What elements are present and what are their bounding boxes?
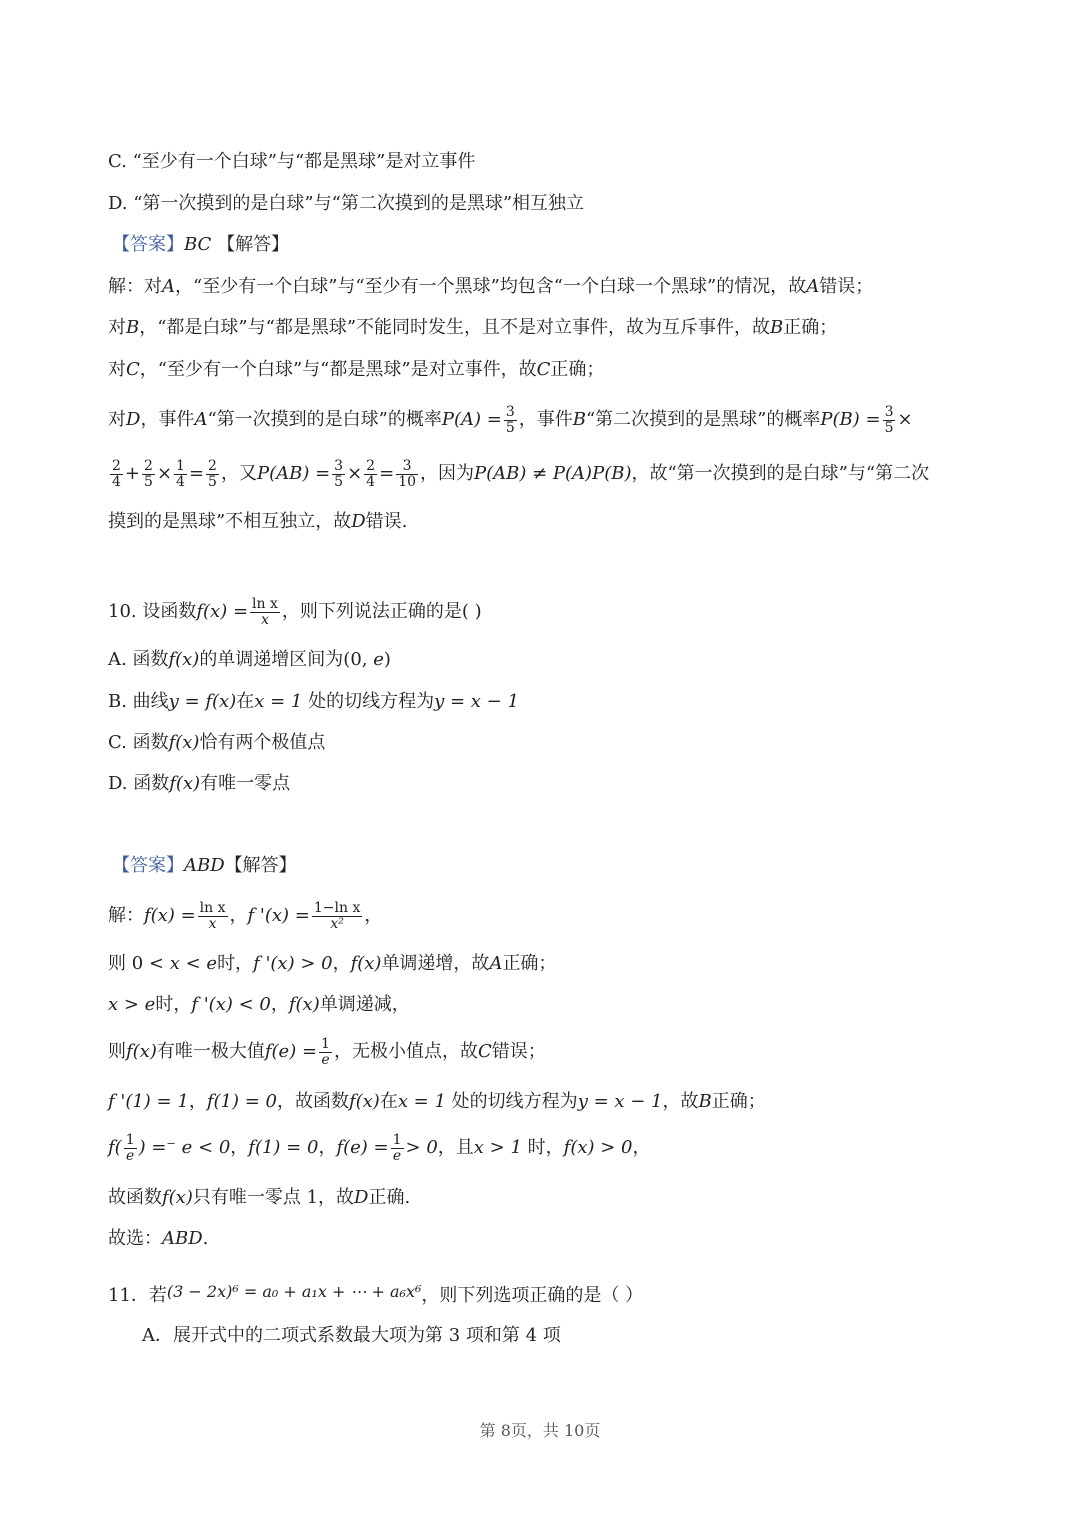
text: ，“至少有一个白球”与“至少有一个黑球”均包含“一个白球一个黑球”的情况，故 (175, 276, 807, 297)
answer-label: 【答案】 (112, 855, 184, 876)
text: ， (632, 1137, 651, 1158)
denominator: x (208, 915, 217, 932)
numerator: 3 (884, 403, 894, 420)
question11-option-a (142, 1322, 561, 1350)
answer9-line4 (108, 400, 913, 440)
answer10-line3 (108, 991, 410, 1019)
fraction (250, 597, 280, 628)
answer9-line5 (108, 454, 929, 494)
text: 正确； (502, 953, 557, 974)
fraction (174, 459, 187, 490)
text: 正确； (783, 317, 838, 338)
math: P(B) = (820, 409, 881, 430)
text: 时， (155, 994, 192, 1015)
var: D (351, 511, 366, 532)
text: B. 曲线 (108, 691, 169, 712)
math: f(1) = 0 (206, 1091, 277, 1112)
text: 时， (521, 1137, 564, 1158)
var: C (477, 1041, 492, 1062)
operator: = (379, 463, 395, 484)
answer10-line5 (108, 1088, 766, 1116)
numerator: 2 (144, 457, 153, 474)
jieda-label: 【解答】 (224, 855, 297, 876)
denominator: e (321, 1051, 330, 1068)
text: ，无极小值点，故 (333, 1041, 478, 1062)
math: f(x) (168, 732, 200, 753)
math: y = x − 1 (434, 691, 519, 712)
text: 有唯一零点 (200, 773, 291, 794)
fraction (332, 459, 345, 490)
var: A (162, 276, 175, 297)
text: 对 (108, 317, 126, 338)
text: 正确； (711, 1091, 766, 1112)
math: f '(x) < 0 (191, 994, 271, 1015)
denominator: 5 (884, 419, 894, 436)
math: f(1) = 0 (248, 1137, 319, 1158)
var: C (536, 359, 551, 380)
math: P(A) = (441, 409, 502, 430)
text: A．展开式中的二项式系数最大项为第 3 项和第 4 项 (142, 1325, 561, 1346)
operator: × (156, 463, 173, 484)
var: A (806, 276, 820, 297)
denominator: 4 (366, 473, 376, 490)
question10-option-d (108, 770, 290, 798)
math: f( (108, 1137, 122, 1158)
numerator: 1 (176, 457, 185, 474)
math: f(x) (288, 994, 320, 1015)
denominator: 10 (398, 473, 417, 490)
numerator: 1−ln x (313, 899, 361, 916)
var: A (489, 953, 503, 974)
option-text: D. “第一次摸到的是白球”与“第二次摸到的是黑球”相互独立 (108, 193, 585, 214)
math: f(x) (350, 953, 382, 974)
var: D (126, 409, 141, 430)
fraction (110, 459, 123, 490)
page-number: 第 8页，共 10页 (479, 1421, 601, 1440)
math: f(x) (348, 1091, 380, 1112)
text: D. 函数 (108, 773, 170, 794)
numerator: 2 (112, 457, 121, 474)
math: x > 1 (473, 1137, 522, 1158)
text: ，则下列选项正确的是（ ） (421, 1285, 644, 1306)
answer10-line2 (108, 950, 556, 978)
math: f(e) = (336, 1137, 389, 1158)
answer9-line3 (108, 356, 604, 384)
text: 错误； (819, 276, 874, 297)
text: ，则下列说法正确的是( ) (281, 601, 482, 622)
answer10-line6 (108, 1128, 651, 1168)
text: 的单调递增区间为(0, (199, 649, 374, 670)
math: f(x) = (144, 905, 196, 926)
denominator: e (392, 1147, 402, 1164)
math: y = x − 1 (577, 1091, 663, 1112)
question10-option-b (108, 688, 519, 716)
math: > 0 (405, 1137, 438, 1158)
numerator: 3 (396, 459, 418, 475)
text: ， (332, 953, 351, 974)
text: A. 函数 (108, 649, 169, 670)
text: . (202, 1228, 209, 1249)
fraction (198, 901, 228, 932)
text: ，且 (437, 1137, 474, 1158)
option-text: C. “至少有一个白球”与“都是黑球”是对立事件 (108, 151, 476, 172)
text: 11．若 (108, 1285, 167, 1306)
question10-option-c (108, 729, 325, 757)
text: 只有唯一零点 1，故 (192, 1187, 355, 1208)
math: f '(x) > 0 (253, 953, 333, 974)
numerator: ln x (252, 595, 278, 612)
denominator: 5 (208, 473, 217, 490)
var: A (194, 409, 208, 430)
fraction (206, 459, 219, 490)
text: 则 (108, 1041, 126, 1062)
text: ， (188, 1091, 207, 1112)
fraction (883, 405, 896, 436)
text: ，故函数 (276, 1091, 349, 1112)
text: 在 (236, 691, 255, 712)
math: f(x) (169, 773, 201, 794)
var: B (698, 1091, 712, 1112)
var: C (126, 359, 140, 380)
numerator: 2 (208, 457, 217, 474)
text: 解： (108, 905, 144, 926)
operator: × (347, 463, 363, 484)
answer10-line4 (108, 1032, 546, 1072)
math: f(x) (126, 1041, 157, 1062)
math: y = f(x) (168, 691, 237, 712)
answer10-header (112, 852, 297, 880)
denominator: 4 (176, 473, 185, 490)
fraction (396, 459, 418, 490)
fraction (364, 459, 377, 490)
answer-value: BC (184, 234, 212, 255)
denominator: 5 (334, 473, 344, 490)
text: ， (318, 1137, 337, 1158)
text: “第一次摸到的是白球”的概率 (207, 409, 442, 430)
math: P(AB) = (256, 463, 331, 484)
math: f(x) (168, 649, 200, 670)
math: f(x) (162, 1187, 193, 1208)
question10-stem (108, 592, 482, 632)
answer-value: ABD (184, 855, 225, 876)
answer9-line6 (108, 508, 407, 536)
answer9-header (112, 231, 289, 259)
var: B (770, 317, 784, 338)
denominator: 5 (144, 473, 153, 490)
text: 对 (108, 409, 126, 430)
operator: × (897, 409, 913, 430)
text: 对 (108, 359, 126, 380)
option-d-prev (108, 190, 584, 218)
numerator: 1 (321, 1035, 330, 1052)
text: ， (229, 905, 248, 926)
fraction (319, 1037, 332, 1068)
answer9-line1 (108, 273, 873, 301)
var: B (126, 317, 140, 338)
denominator: x² (330, 915, 344, 932)
text: 时， (217, 953, 254, 974)
text: ， (270, 994, 289, 1015)
text: 处的切线方程为 (302, 691, 435, 712)
question10-option-a (108, 646, 391, 674)
math: ) =⁻ e < 0 (138, 1137, 231, 1158)
fraction (391, 1133, 404, 1164)
text: 则 0 < (108, 953, 164, 974)
math: e (373, 649, 384, 670)
text: ，“都是白球”与“都是黑球”不能同时发生，且不是对立事件，故为互斥事件，故 (139, 317, 771, 338)
option-c-prev (108, 148, 475, 176)
text: 错误. (365, 511, 408, 532)
answer10-line1 (108, 896, 382, 936)
text: 10. 设函数 (108, 601, 197, 622)
math: (3 − 2x)⁶ = a₀ + a₁x + ⋯ + a₆x⁶ (166, 1282, 422, 1301)
math: x > e (108, 994, 156, 1015)
math: f '(x) = (247, 905, 310, 926)
math: f(x) = (196, 601, 249, 622)
question11-stem (108, 1276, 643, 1308)
denominator: 5 (505, 419, 515, 436)
text: 故选： (108, 1228, 162, 1249)
fraction (124, 1133, 137, 1164)
denominator: 4 (112, 473, 121, 490)
text: 错误； (491, 1041, 546, 1062)
numerator: ln x (199, 899, 226, 916)
text: 恰有两个极值点 (199, 732, 326, 753)
text: 在 (379, 1091, 398, 1112)
answer10-line7 (108, 1184, 410, 1212)
denominator: x (261, 611, 269, 628)
var: B (572, 409, 586, 430)
fraction (142, 459, 155, 490)
jieda-label: 【解答】 (217, 234, 290, 255)
numerator: 3 (334, 457, 344, 474)
operator: = (188, 463, 205, 484)
text: ，事件 (140, 409, 195, 430)
text: 单调递减， (319, 994, 410, 1015)
text: C. 函数 (108, 732, 169, 753)
text: ，因为 (420, 463, 475, 484)
math: x = 1 (254, 691, 303, 712)
text: 有唯一极大值 (156, 1041, 265, 1062)
numerator: 1 (125, 1131, 135, 1148)
text: 正确. (368, 1187, 411, 1208)
answer-label: 【答案】 (112, 234, 184, 255)
text: ， (364, 905, 383, 926)
operator: + (124, 463, 141, 484)
text: 解：对 (108, 276, 162, 297)
answer9-line2 (108, 314, 837, 342)
math: f(e) = (264, 1041, 318, 1062)
numerator: 2 (366, 457, 376, 474)
fraction (312, 901, 362, 932)
numerator: 3 (505, 403, 515, 420)
var: D (354, 1187, 369, 1208)
text: 正确； (550, 359, 605, 380)
math: x < e (169, 953, 218, 974)
math: f '(1) = 1 (108, 1091, 189, 1112)
text: 单调递增，故 (381, 953, 490, 974)
text: ，故 (662, 1091, 699, 1112)
math: f(x) > 0 (563, 1137, 633, 1158)
math: P(AB) ≠ P(A)P(B) (474, 463, 632, 484)
fraction (504, 405, 517, 436)
math: ABD (162, 1228, 203, 1249)
text: 故函数 (108, 1187, 162, 1208)
text: 摸到的是黑球”不相互独立，故 (108, 511, 352, 532)
denominator: e (126, 1147, 135, 1164)
text: “第二次摸到的是黑球”的概率 (585, 409, 821, 430)
text: ，又 (220, 463, 257, 484)
text: ，事件 (518, 409, 573, 430)
text: 处的切线方程为 (445, 1091, 578, 1112)
math: x = 1 (397, 1091, 446, 1112)
text: ，故“第一次摸到的是白球”与“第二次 (631, 463, 930, 484)
answer10-line8 (108, 1225, 208, 1253)
text: ，“至少有一个白球”与“都是黑球”是对立事件，故 (139, 359, 537, 380)
text: ) (383, 649, 391, 670)
text: ， (230, 1137, 249, 1158)
page-footer (0, 1419, 1080, 1443)
numerator: 1 (392, 1131, 402, 1148)
